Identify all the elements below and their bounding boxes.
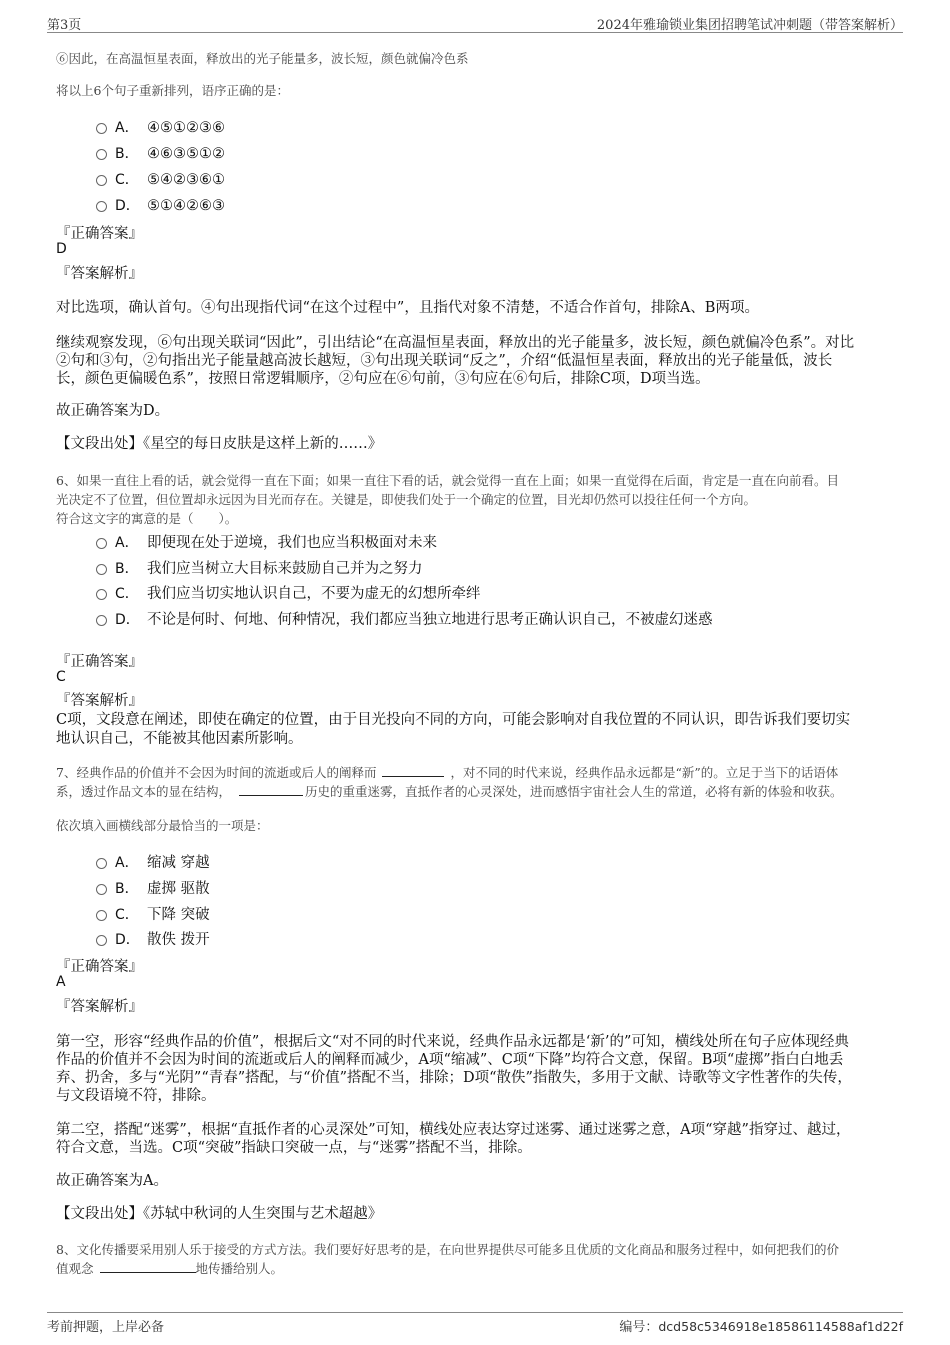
q6-analysis-l2: 地认识自己，不能被其他因素所影响。	[56, 731, 303, 747]
q7-conclusion: 故正确答案为A。	[56, 1173, 168, 1189]
q6-analysis-label: 『答案解析』	[56, 693, 143, 709]
q6-option-b[interactable]: B． 我们应当树立大目标来鼓励自己并为之努力	[96, 557, 423, 578]
q5-conclusion: 故正确答案为D。	[56, 403, 170, 419]
q5-analysis-p2-l1: 继续观察发现，⑥句出现关联词“因此”，引出结论“在高温恒星表面，释放出的光子能量多，波长短，颜色就偏冷色系”。对比	[56, 335, 855, 351]
radio-icon[interactable]	[96, 175, 107, 186]
q5-option-d[interactable]: D． ⑤①④②⑥③	[96, 195, 225, 215]
q5-option-a[interactable]: A． ④⑤①②③⑥	[96, 117, 225, 137]
q5-source: 【文段出处】《星空的每日皮肤是这样上新的……》	[56, 436, 383, 452]
q7-analysis-p1-l1: 第一空，形容“经典作品的价值”，根据后文“对不同的时代来说，经典作品永远都是‘新’的”可知，横线处所在句子应体现经典	[56, 1034, 849, 1050]
q5-option-b[interactable]: B． ④⑥③⑤①②	[96, 143, 225, 163]
q5-option-c[interactable]: C． ⑤④②③⑥①	[96, 169, 225, 189]
q5-sentence-6: ⑥因此，在高温恒星表面，释放出的光子能量多，波长短，颜色就偏冷色系	[56, 51, 469, 66]
q5-prompt: 将以上6个句子重新排列，语序正确的是：	[56, 83, 289, 98]
q7-analysis-p1-l4: 与文段语境不符，排除。	[56, 1088, 216, 1104]
fill-blank-3	[100, 1260, 196, 1273]
radio-icon[interactable]	[96, 858, 107, 869]
q5-analysis-p2-l2: ②句和③句，②句指出光子能量越高波长越短，③句出现关联词“反之”，介绍“低温恒星表面，释放出的光子能量低，波长	[56, 353, 833, 369]
q6-option-c[interactable]: C． 我们应当切实地认识自己，不要为虚无的幻想所牵绊	[96, 582, 481, 603]
page-footer	[47, 1312, 903, 1335]
fill-blank-1	[382, 764, 444, 777]
q7-stem-l2: 系，透过作品文本的显在结构， 历史的重重迷雾，直抵作者的心灵深处，进而感悟宇宙社会人生的常道，必将有新的体验和收获。	[56, 784, 843, 799]
page-header	[47, 14, 903, 33]
document-title: 2024年雅瑜锁业集团招聘笔试冲刺题（带答案解析）	[596, 18, 903, 33]
q6-stem-l2: 光决定不了位置，但位置却永远因为目光而存在。关键是，即使我们处于一个确定的位置，目光却仍然可以投往任何一个方向。	[56, 492, 757, 507]
q6-stem-l1: 6、如果一直往上看的话，就会觉得一直在下面；如果一直往下看的话，就会觉得一直在上面；如果一直觉得在后面，肯定是一直在向前看。目	[56, 473, 839, 488]
radio-icon[interactable]	[96, 910, 107, 921]
q7-answer-label: 『正确答案』	[56, 959, 143, 975]
radio-icon[interactable]	[96, 589, 107, 600]
q6-option-a[interactable]: A． 即便现在处于逆境，我们也应当积极面对未来	[96, 531, 437, 552]
q7-option-c[interactable]: C． 下降 突破	[96, 903, 210, 924]
q7-analysis-p2-l1: 第二空，搭配“迷雾”，根据“直抵作者的心灵深处”可知，横线处应表达穿过迷雾、通过迷雾之意，A项“穿越”指穿过、越过，	[56, 1122, 851, 1138]
radio-icon[interactable]	[96, 564, 107, 575]
radio-icon[interactable]	[96, 615, 107, 626]
q7-stem-l1: 7、经典作品的价值并不会因为时间的流逝或后人的阐释而 ，对不同的时代来说，经典作品永远都是“新”的。立足于当下的话语体	[56, 765, 839, 780]
fill-blank-2	[239, 783, 303, 796]
q7-option-d[interactable]: D． 散佚 拨开	[96, 928, 210, 949]
q7-prompt: 依次填入画横线部分最恰当的一项是：	[56, 818, 269, 833]
document-code: 编号：dcd58c5346918e18586114588af1d22f	[619, 1319, 903, 1335]
radio-icon[interactable]	[96, 538, 107, 549]
q7-analysis-p1-l3: 弃、扔舍，多与“光阴”“青春”搭配，与“价值”搭配不当，排除；D项“散佚”指散失，多用于文献、诗歌等文字性著作的失传，	[56, 1070, 852, 1086]
q7-option-a[interactable]: A． 缩减 穿越	[96, 851, 210, 872]
q6-answer: C	[56, 669, 66, 685]
radio-icon[interactable]	[96, 884, 107, 895]
radio-icon[interactable]	[96, 201, 107, 212]
q6-answer-label: 『正确答案』	[56, 654, 143, 670]
q7-analysis-p1-l2: 作品的价值并不会因为时间的流逝或后人的阐释而减少，A项“缩减”、C项“下降”均符合文意，保留。B项“虚掷”指白白地丢	[56, 1052, 844, 1068]
q6-analysis-l1: C项，文段意在阐述，即使在确定的位置，由于目光投向不同的方向，可能会影响对自我位置的不同认识，即告诉我们要切实	[56, 712, 851, 728]
q5-answer: D	[56, 241, 67, 257]
q7-answer: A	[56, 974, 66, 990]
radio-icon[interactable]	[96, 123, 107, 134]
q7-option-b[interactable]: B． 虚掷 驱散	[96, 877, 210, 898]
page-number: 第3页	[47, 18, 82, 33]
q7-analysis-p2-l2: 符合文意，当选。C项“突破”指缺口突破一点，与“迷雾”搭配不当，排除。	[56, 1140, 532, 1156]
q6-stem-l3: 符合这文字的寓意的是（ ）。	[56, 511, 238, 526]
q5-answer-label: 『正确答案』	[56, 226, 143, 242]
footer-slogan: 考前押题，上岸必备	[47, 1320, 165, 1335]
radio-icon[interactable]	[96, 935, 107, 946]
q5-analysis-p2-l3: 长，颜色更偏暖色系”，按照日常逻辑顺序，②句应在⑥句前，③句应在⑥句后，排除C项，D项当选。	[56, 371, 710, 387]
q8-stem-l2: 值观念 地传播给别人。	[56, 1261, 284, 1276]
q8-stem-l1: 8、文化传播要采用别人乐于接受的方式方法。我们要好好思考的是，在向世界提供尽可能多且优质的文化商品和服务过程中，如何把我们的价	[56, 1242, 839, 1257]
q7-analysis-label: 『答案解析』	[56, 999, 143, 1015]
q5-analysis-label: 『答案解析』	[56, 266, 143, 282]
q5-analysis-p1: 对比选项，确认首句。④句出现指代词“在这个过程中”，且指代对象不清楚，不适合作首句，排除A、B两项。	[56, 300, 759, 316]
q6-option-d[interactable]: D． 不论是何时、何地、何种情况，我们都应当独立地进行思考正确认识自己，不被虚幻迷惑	[96, 608, 713, 629]
q7-source: 【文段出处】《苏轼中秋词的人生突围与艺术超越》	[56, 1206, 383, 1222]
radio-icon[interactable]	[96, 149, 107, 160]
